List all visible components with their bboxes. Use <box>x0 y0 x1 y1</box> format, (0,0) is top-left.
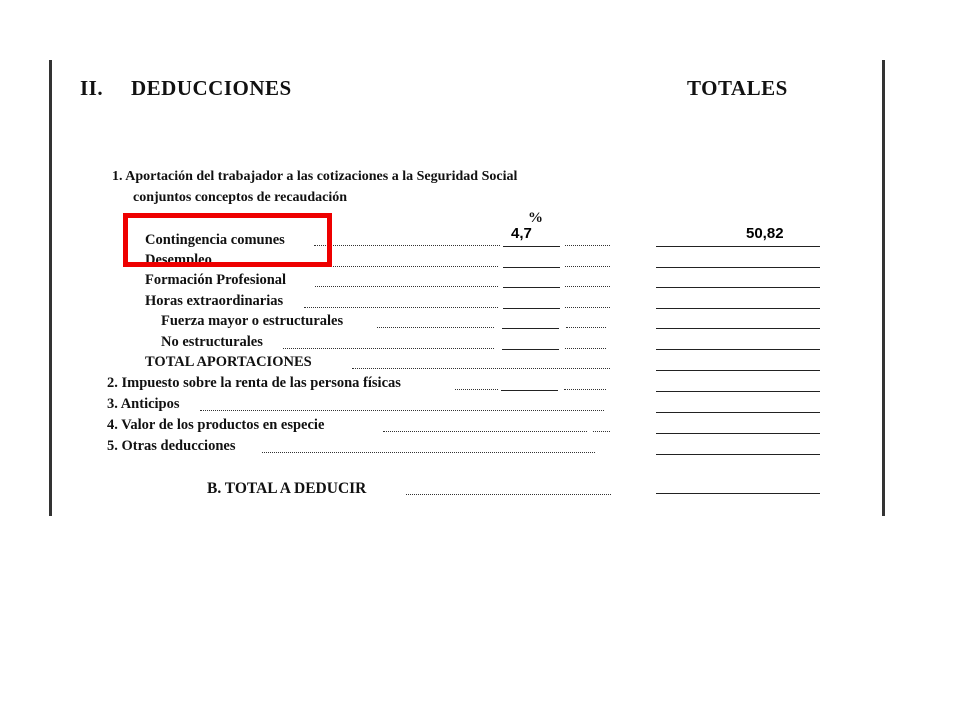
row-formacion-label: Formación Profesional <box>145 272 287 288</box>
row-total-deducir-dots <box>406 494 611 495</box>
percent-header: % <box>528 210 543 226</box>
row-formacion-dots <box>315 286 498 287</box>
row-formacion-percent-line <box>503 287 560 288</box>
left-border <box>49 60 52 516</box>
row-noestruct-percent-line <box>502 349 559 350</box>
row-horas-total-line <box>656 308 820 309</box>
highlight-box <box>123 213 332 267</box>
row-fuerza-dots <box>377 327 494 328</box>
row-otras-dots <box>262 452 595 453</box>
row-irpf-percent-line <box>501 390 558 391</box>
row-desempleo-percent-line <box>503 267 560 268</box>
row-fuerza-label: Fuerza mayor o estructurales <box>161 313 344 329</box>
row-horas-label: Horas extraordinarias <box>145 293 284 309</box>
row-contingencias-total-line <box>656 246 820 247</box>
row-noestruct-total-line <box>656 349 820 350</box>
row-horas-percent-line <box>503 308 560 309</box>
right-border <box>882 60 885 516</box>
row-contingencias-label: Contingencia comunes <box>145 232 285 248</box>
row-total-aport-total-line <box>656 370 820 371</box>
row-otras-total-line <box>656 454 820 455</box>
section-number: II. <box>80 76 104 100</box>
row-especie-label: 4. Valor de los productos en especie <box>107 417 325 433</box>
row-especie-dots <box>383 431 587 432</box>
row-horas-dots2 <box>565 307 610 308</box>
item1-line2: conjuntos conceptos de recaudación <box>133 190 348 205</box>
contingencias-percent-value: 4,7 <box>511 225 532 242</box>
totals-header: TOTALES <box>687 76 788 100</box>
row-total-deducir-label: B. TOTAL A DEDUCIR <box>207 480 367 497</box>
row-contingencias-dots2 <box>565 245 610 246</box>
contingencias-total-value: 50,82 <box>746 225 784 242</box>
row-fuerza-total-line <box>656 328 820 329</box>
row-noestruct-label: No estructurales <box>161 334 263 350</box>
row-irpf-dots2 <box>564 389 606 390</box>
row-irpf-dots <box>455 389 498 390</box>
row-contingencias-percent-line <box>503 246 560 247</box>
row-especie-total-line <box>656 433 820 434</box>
row-irpf-total-line <box>656 391 820 392</box>
row-anticipos-dots <box>200 410 604 411</box>
row-total-deducir-total-line <box>656 493 820 494</box>
row-irpf-label: 2. Impuesto sobre la renta de las persona físicas <box>107 375 401 391</box>
row-contingencias-dots <box>314 245 500 246</box>
row-noestruct-dots2 <box>565 348 606 349</box>
row-anticipos-total-line <box>656 412 820 413</box>
row-fuerza-percent-line <box>502 328 559 329</box>
row-total-aport-dots <box>352 368 610 369</box>
row-desempleo-total-line <box>656 267 820 268</box>
row-anticipos-label: 3. Anticipos <box>107 396 180 412</box>
row-total-aport-label: TOTAL APORTACIONES <box>145 354 312 370</box>
row-formacion-dots2 <box>565 286 610 287</box>
section-title: DEDUCCIONES <box>131 76 292 100</box>
row-especie-dots2 <box>593 431 610 432</box>
item1-line1: 1. Aportación del trabajador a las cotizaciones a la Seguridad Social <box>112 169 518 184</box>
row-desempleo-dots2 <box>565 266 610 267</box>
row-fuerza-dots2 <box>566 327 606 328</box>
row-otras-label: 5. Otras deducciones <box>107 438 236 454</box>
row-desempleo-label: Desempleo <box>145 252 212 268</box>
row-noestruct-dots <box>283 348 494 349</box>
row-horas-dots <box>304 307 498 308</box>
row-formacion-total-line <box>656 287 820 288</box>
